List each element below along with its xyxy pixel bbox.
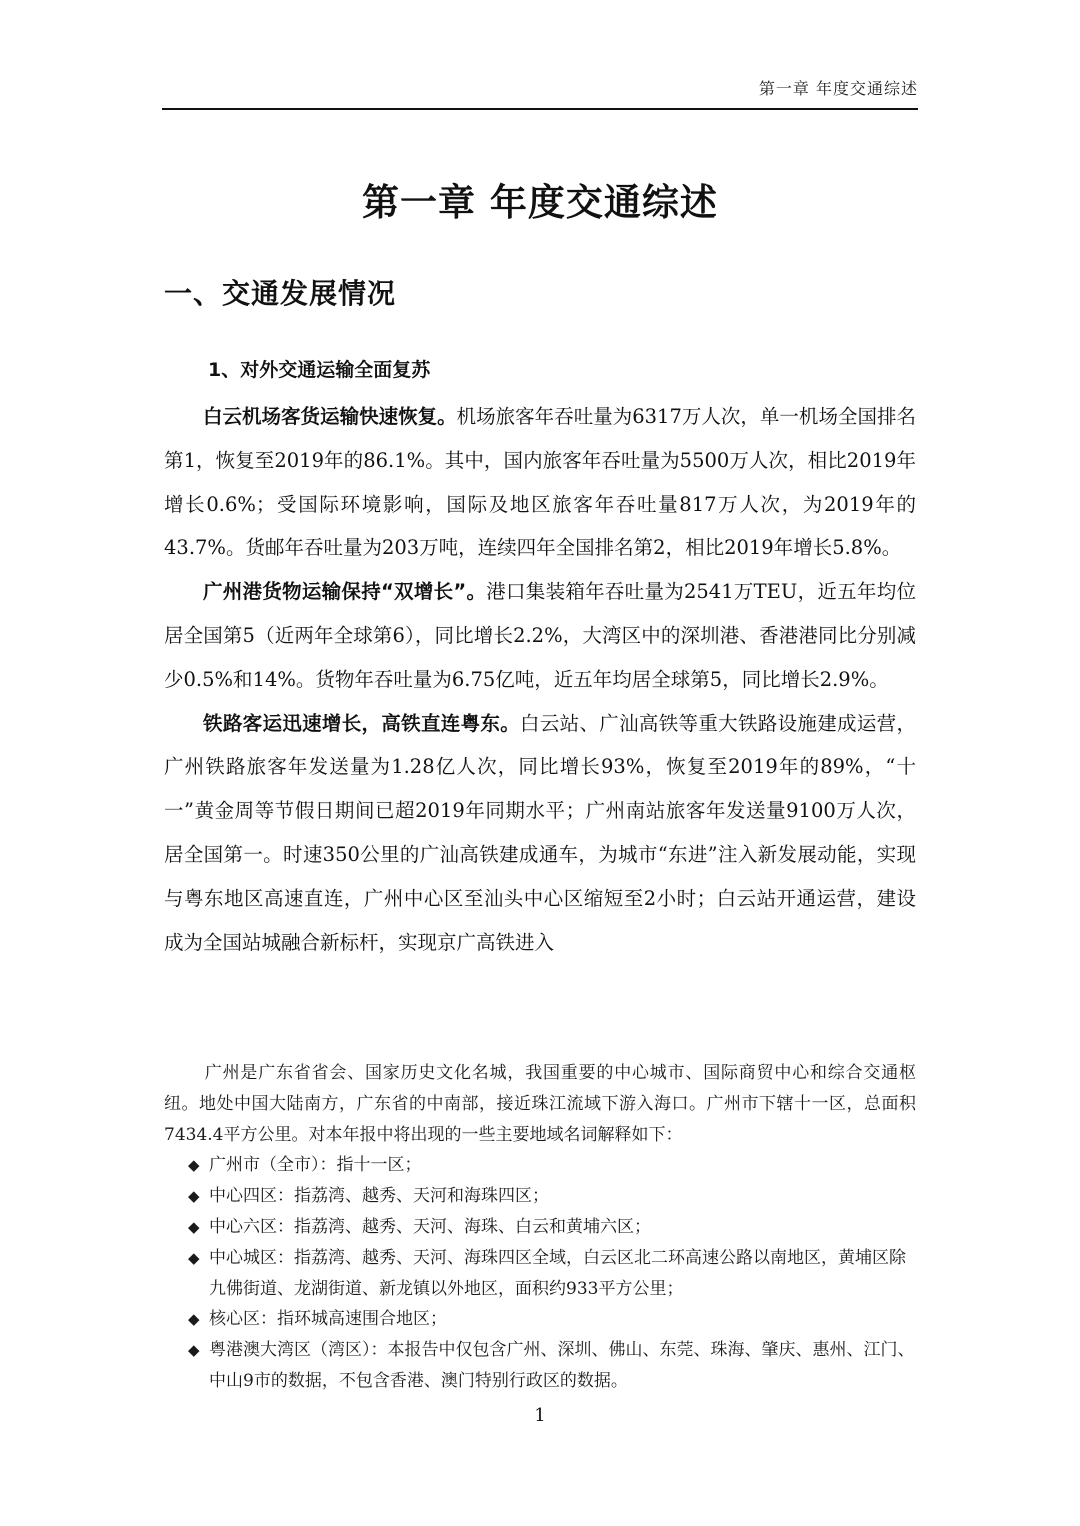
footnote-box [164,1058,916,1397]
list-item-text: 粤港澳大湾区（湾区）：本报告中仅包含广州、深圳、佛山、东莞、珠海、肇庆、惠州、江门、中山9市的数据，不包含香港、澳门特别行政区的数据。 [209,1340,915,1391]
list-item-text: 广州市（全市）：指十一区； [209,1155,422,1176]
paragraph-lead: 白云机场客货运输快速恢复。 [203,405,457,428]
running-header: 第一章 年度交通综述 [758,79,918,98]
paragraph-text: 白云站、广汕高铁等重大铁路设施建成运营，广州铁路旅客年发送量为1.28亿人次，同比增长93%，恢复至2019年的89%，“十一”黄金周等节假日期间已超2019年同期水平；广州南站旅客年发送量9100万人次，居全国第一。时速350公里的广汕高铁建成通车，为城市“东进”注入新发展动能，实现与粤东地区高速直连，广州中心区至汕头中心区缩短至2小时；白云站开通运营，建设成为全国站城融合新标杆，实现京广高铁进入 [164,711,916,954]
paragraph-lead: 铁路客运迅速增长，高铁直连粤东。 [203,711,521,735]
body-text [164,395,916,964]
list-item-text: 中心四区：指荔湾、越秀、天河和海珠四区； [209,1186,549,1207]
diamond-bullet-icon: ◆ [188,1187,200,1206]
diamond-bullet-icon: ◆ [188,1310,200,1329]
list-item [164,1304,916,1335]
diamond-bullet-icon: ◆ [188,1217,200,1236]
paragraph-railway [164,702,916,965]
footnote-list [164,1150,916,1396]
list-item-text: 中心城区：指荔湾、越秀、天河、海珠四区全域，白云区北二环高速公路以南地区，黄埔区除九佛街道、龙湖街道、新龙镇以外地区，面积约933平方公里； [209,1247,906,1299]
page-number: 1 [534,1405,546,1426]
list-item-text: 中心六区：指荔湾、越秀、天河、海珠、白云和黄埔六区； [209,1216,651,1237]
paragraph-port [164,570,916,701]
header-divider [162,108,918,110]
paragraph-lead: 广州港货物运输保持“双增长”。 [203,580,487,604]
list-item [164,1212,916,1243]
subsection-heading: 1、对外交通运输全面复苏 [208,359,431,381]
paragraph-text: 港口集装箱年吞吐量为2541万TEU，近五年均位居全国第5（近两年全球第6），同比增长2.2%，大湾区中的深圳港、香港港同比分别减少0.5%和14%。货物年吞吐量为6.75亿吨，近五年均居全球第5，同比增长2.9%。 [164,580,916,691]
footnote-intro: 广州是广东省省会、国家历史文化名城，我国重要的中心城市、国际商贸中心和综合交通枢纽。地处中国大陆南方，广东省的中南部，接近珠江流域下游入海口。广州市下辖十一区，总面积7434.4平方公里。对本年报中将出现的一些主要地域名词解释如下： [164,1063,916,1145]
diamond-bullet-icon: ◆ [188,1341,200,1360]
list-item [164,1335,916,1397]
diamond-bullet-icon: ◆ [188,1156,200,1175]
list-item-text: 核心区：指环城高速围合地区； [209,1309,447,1330]
list-item [164,1150,916,1181]
paragraph-text: 机场旅客年吞吐量为6317万人次，单一机场全国排名第1，恢复至2019年的86.1%。其中，国内旅客年吞吐量为5500万人次，相比2019年增长0.6%；受国际环境影响，国际及地区旅客年吞吐量817万人次，为2019年的43.7%。货邮年吞吐量为203万吨，连续四年全国排名第2，相比2019年增长5.8%。 [164,405,916,560]
list-item [164,1243,916,1305]
section-heading: 一、交通发展情况 [164,277,397,310]
list-item [164,1181,916,1212]
chapter-title: 第一章 年度交通综述 [362,181,718,224]
diamond-bullet-icon: ◆ [188,1248,200,1267]
paragraph-airport [164,395,916,570]
